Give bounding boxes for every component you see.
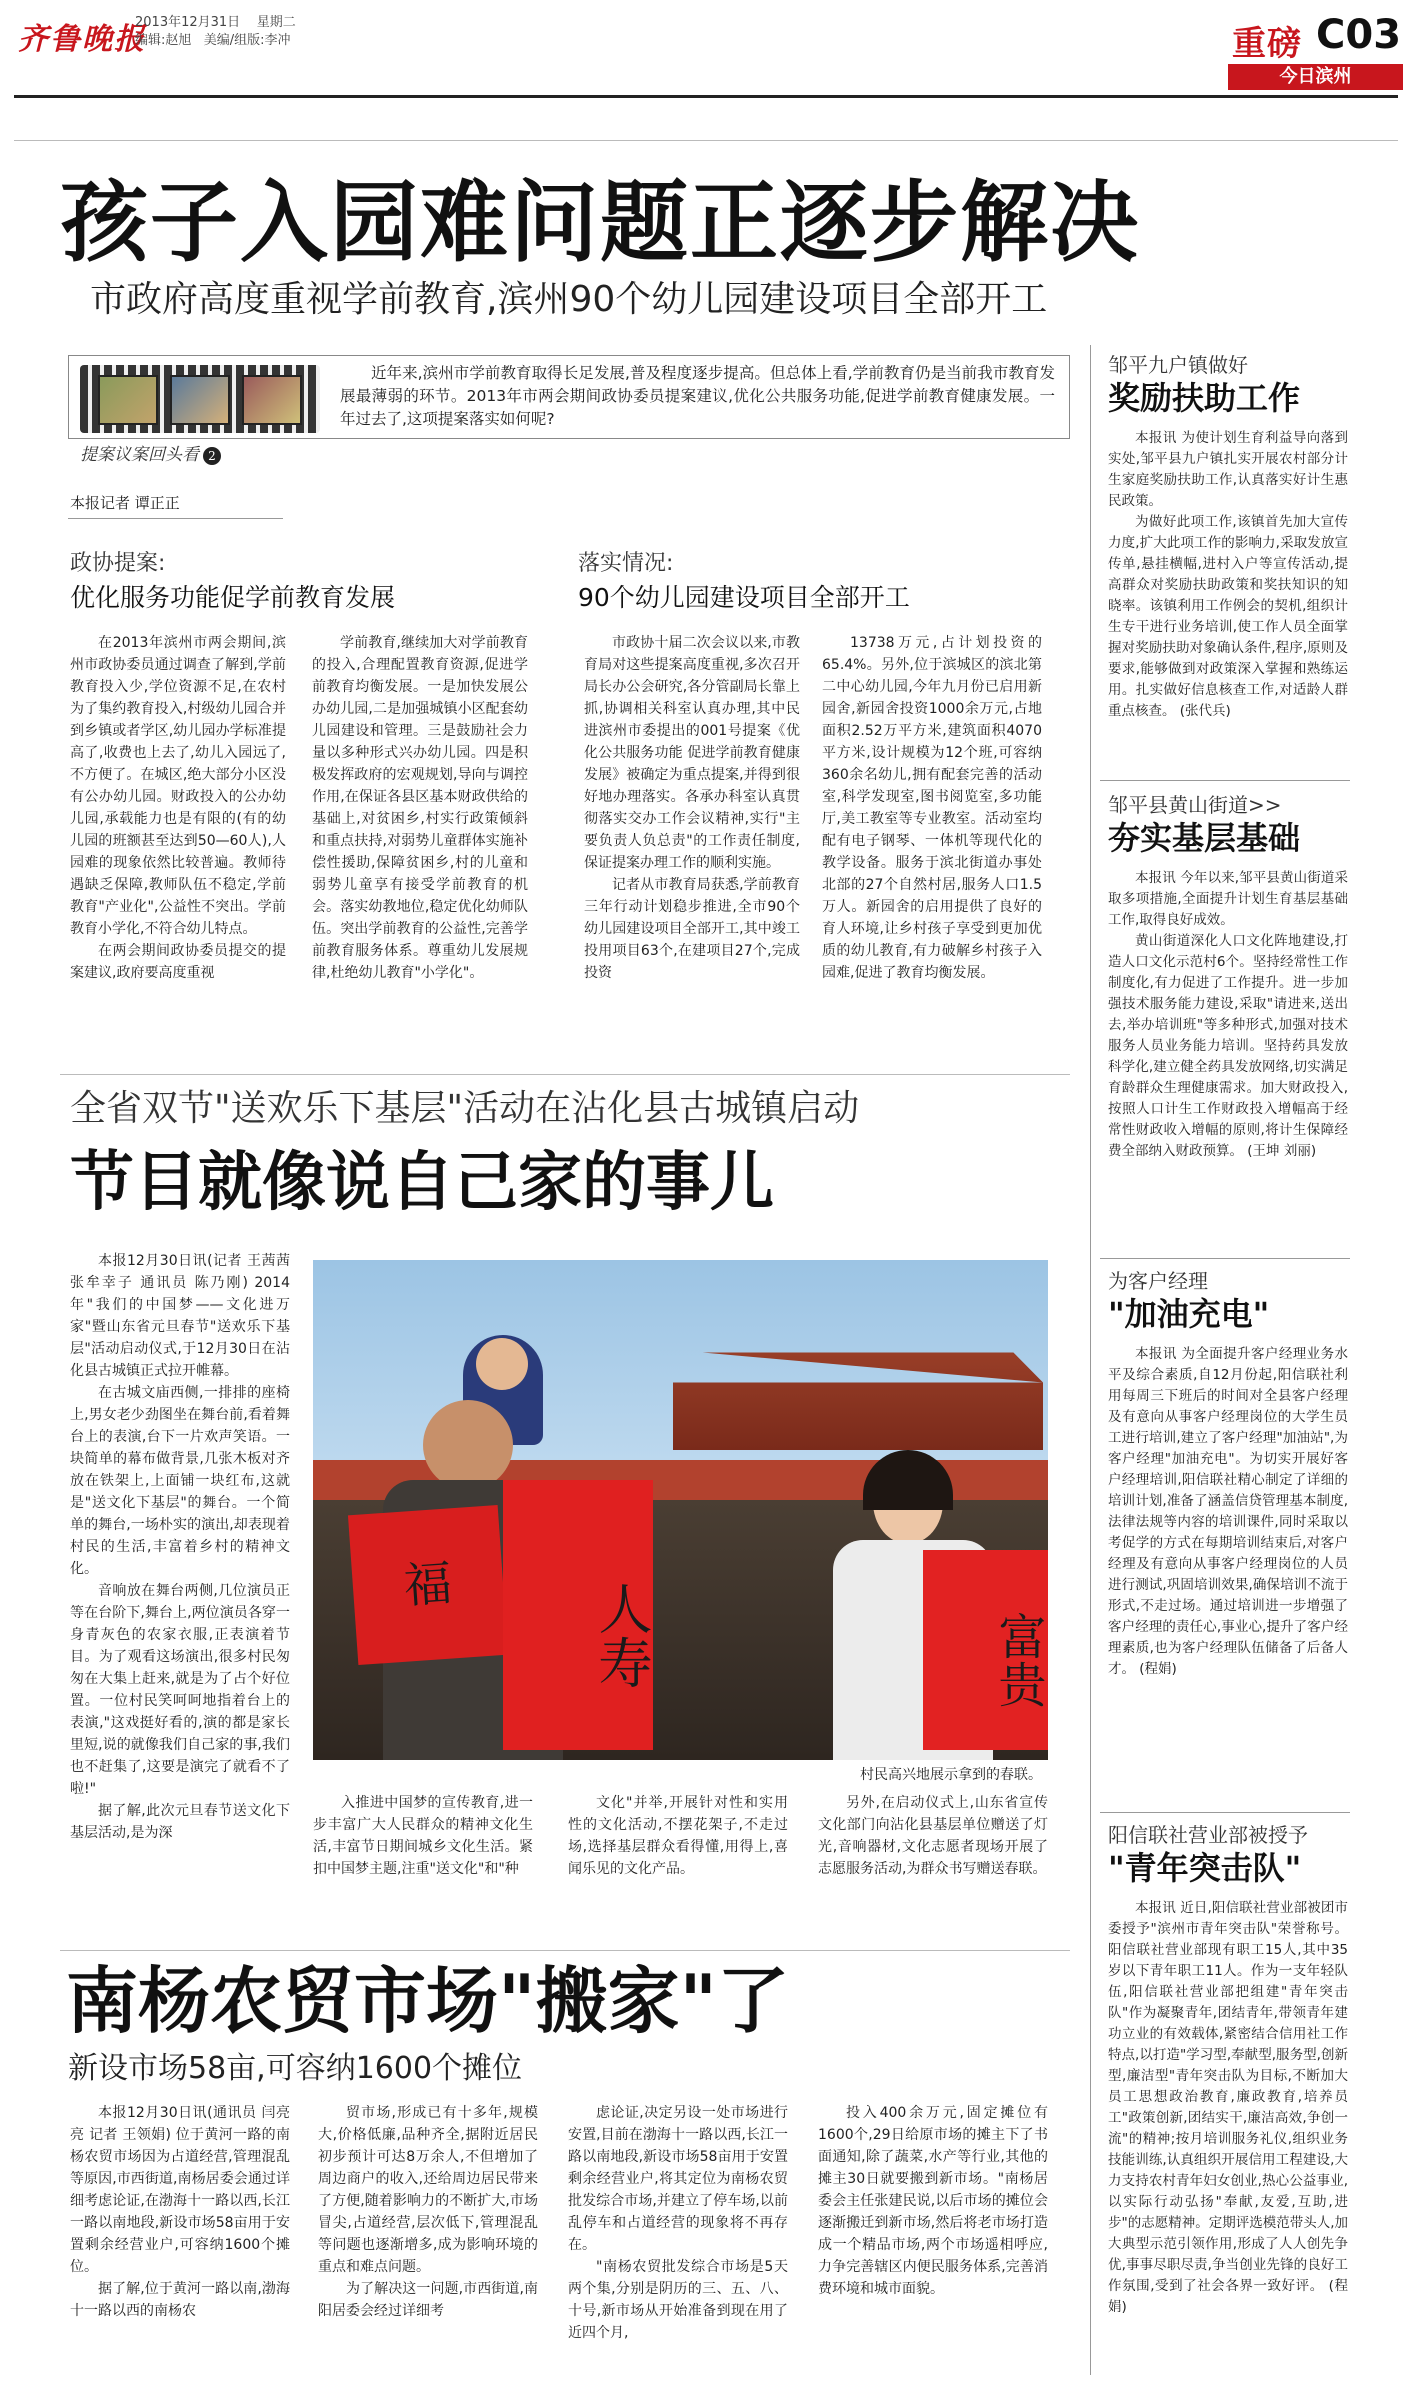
paragraph: 据了解,此次元旦春节送文化下基层活动,是为深: [70, 1803, 290, 1841]
sidebar-divider: [1090, 345, 1091, 2375]
sidebar-rule: [1100, 780, 1350, 781]
market-headline: 南杨农贸市场"搬家"了: [66, 1959, 790, 2043]
section2-label: 落实情况:: [578, 551, 674, 576]
sidebar-body: [1108, 428, 1348, 768]
byline-rule: [68, 518, 283, 519]
sidebar-body: [1108, 1898, 1348, 2378]
film-strip-graphic: [80, 365, 320, 433]
sidebar-kicker: 为客户经理: [1108, 1269, 1208, 1293]
section1-title: 优化服务功能促学前教育发展: [70, 583, 396, 612]
paragraph: 本报讯 近日,阳信联社营业部被团市委授予"滨州市青年突击队"荣誉称号。阳信联社营业部现有职工15人,其中35岁以下青年职工11人。作为一支年轻队伍,阳信联社营业部把组建"青年突击队"作为凝聚青年,团结青年,带领青年建功立业的有效载体,紧密结合信用社工作特点,以打造"学习型,奉献型,服务型,创新型,廉洁型"青年突击队为目标,不断加大员工思想政治教育,廉政教育,培养员工"政策创新,团结实干,廉洁高效,争创一流"的精神;按月培训服务礼仪,组织业务技能训练,认真组织开展信用工程建设,大力支持农村青年妇女创业,热心公益事业,以实际行动弘扬"奉献,友爱,互助,进步"的志愿精神。定期评选模范带头人,加大典型示范引领作用,形成了人人创先争优,事事尽职尽责,争当创业先锋的良好工作氛围,受到了社会各界一致好评。 (程娟): [1108, 1900, 1348, 2315]
paragraph: 在两会期间政协委员提交的提案建议,政府要高度重视: [70, 943, 286, 981]
paragraph: 本报12月30日讯(记者 王茜茜 张牟幸子 通讯员 陈乃刚) 2014年"我们的中国梦——文化进万家"暨山东省元旦春节"送欢乐下基层"活动启动仪式,于12月30日在沾化县古城镇正式拉开帷幕。: [70, 1253, 290, 1379]
sidebar-kicker: 邹平九户镇做好: [1108, 353, 1248, 377]
paragraph: 本报12月30日讯(通讯员 闫亮亮 记者 王领娟) 位于黄河一路的南杨农贸市场因为占道经营,管理混乱等原因,市西街道,南杨居委会通过详细考虑论证,在渤海十一路以西,长江一路以南地段,新设市场58亩用于安置剩余经营业户,可容纳1600个摊位。: [70, 2105, 290, 2275]
section1-label: 政协提案:: [70, 551, 166, 576]
series-badge: [80, 440, 221, 465]
film-frame: [242, 375, 302, 425]
culture-column-4: [818, 1792, 1048, 1942]
series-badge-text: 提案议案回头看: [80, 445, 199, 465]
paragraph: 入推进中国梦的宣传教育,进一步丰富广大人民群众的精神文化生活,丰富节日期间城乡文化生活。紧扣中国梦主题,注重"送文化"和"种: [313, 1795, 533, 1877]
paragraph: 贸市场,形成已有十多年,规模大,价格低廉,品种齐全,据附近居民初步预计可达8万余人,不但增加了周边商户的收入,还给周边居民带来了方便,随着影响力的不断扩大,市场冒尖,占道经营,层次低下,管理混乱等问题也逐渐增多,成为影响环境的重点和难点问题。: [318, 2105, 538, 2275]
market-column-2: [318, 2102, 538, 2378]
section-name: 重磅: [1232, 24, 1302, 64]
lead-headline: 孩子入园难问题正逐步解决: [60, 171, 1141, 274]
lead-bottom-rule: [60, 1074, 1070, 1075]
paragraph: 音响放在舞台两侧,几位演员正等在台阶下,舞台上,两位演员各穿一身青灰色的农家衣服,正表演着节目。为了观看这场演出,很多村民匆匆在大集上赶来,就是为了占个好位置。一位村民笑呵呵地指着台上的表演,"这戏挺好看的,演的都是家长里短,说的就像我们自己家的事,我们也不赶集了,这要是演完了就看不了啦!": [70, 1583, 290, 1797]
issue-weekday: 星期二: [256, 15, 296, 30]
photo-caption: 村民高兴地展示拿到的春联。: [860, 1767, 1042, 1783]
paragraph: 本报讯 为使计划生育利益导向落到实处,邹平县九户镇扎实开展农村部分计生家庭奖励扶助工作,认真落实好计生惠民政策。: [1108, 430, 1348, 509]
paragraph: 为做好此项工作,该镇首先加大宣传力度,扩大此项工作的影响力,采取发放宣传单,悬挂横幅,进村入户等宣传活动,提高群众对奖励扶助政策和奖扶知识的知晓率。该镇利用工作例会的契机,组织计生专干进行业务培训,使工作人员全面掌握对奖励扶助对象确认条件,程序,原则及要求,能够做到对政策深入掌握和熟练运用。扎实做好信息核查工作,对适龄人群重点核查。 (张代兵): [1108, 514, 1348, 719]
market-subhead: 新设市场58亩,可容纳1600个摊位: [68, 2051, 523, 2086]
lead-byline: 本报记者 谭正正: [70, 494, 180, 512]
culture-photo: [313, 1260, 1048, 1760]
paragraph: 另外,在启动仪式上,山东省宣传文化部门向沾化县基层单位赠送了灯光,音响器材,文化志愿者现场开展了志愿服务活动,为群众书写赠送春联。: [818, 1795, 1048, 1877]
sidebar-title: "加油充电": [1108, 1295, 1270, 1333]
sidebar-story-2: [1108, 792, 1348, 1218]
sidebar-title: 夯实基层基础: [1108, 819, 1301, 857]
couplet-red-paper: 福: [348, 1505, 508, 1665]
market-column-1: [70, 2102, 290, 2378]
couplet-red-paper: 人寿: [503, 1480, 653, 1750]
paragraph: 本报讯 为全面提升客户经理业务水平及综合素质,自12月份起,阳信联社利用每周三下班后的时间对全县客户经理及有意向从事客户经理岗位的大学生员工进行培训,建立了客户经理"加油站",为客户经理"加油充电"。为切实开展好客户经理培训,阳信联社精心制定了详细的培训计划,准备了涵盖信贷管理基本制度,法律法规等内容的培训课件,同时采取以考促学的方式在每期培训结束后,对客户经理及有意向从事客户经理岗位的人员进行测试,巩固培训效果,确保培训不流于形式,不走过场。通过培训进一步增强了客户经理的责任心,事业心,提升了客户经理素质,也为客户经理队伍储备了后备人才。 (程娟): [1108, 1346, 1348, 1677]
paragraph: 学前教育,继续加大对学前教育的投入,合理配置教育资源,促进学前教育均衡发展。一是加快发展公办幼儿园,二是加强城镇小区配套幼儿园建设和管理。三是鼓励社会力量以多种形式兴办幼儿园。四是积极发挥政府的宏观规划,导向与调控作用,在保证各县区基本财政供给的基础上,对贫困乡,村实行政策倾斜和重点扶持,对弱势儿童群体实施补偿性援助,保障贫困乡,村的儿童和弱势儿童享有接受学前教育的机会。落实幼教地位,稳定优化幼师队伍。突出学前教育的公益性,完善学前教育服务体系。尊重幼儿发展规律,杜绝幼儿教育"小学化"。: [312, 635, 528, 981]
paragraph: 记者从市教育局获悉,学前教育三年行动计划稳步推进,全市90个幼儿园建设项目全部开工,其中竣工投用项目63个,在建项目27个,完成投资: [584, 877, 800, 981]
culture-kicker: 全省双节"送欢乐下基层"活动在沾化县古城镇启动: [70, 1088, 860, 1129]
film-frame: [98, 375, 158, 425]
man-face: [423, 1400, 513, 1490]
culture-bottom-rule: [60, 1950, 1070, 1951]
paragraph: 13738万元,占计划投资的65.4%。另外,位于滨城区的滨北第二中心幼儿园,今年九月份已启用新园舍,新园舍投资1000余万元,占地面积2.52万平方米,建筑面积4070平方米,设计规模为12个班,可容纳360余名幼儿,拥有配套完善的活动室,科学发现室,图书阅览室,多功能厅,美工教室等专业教室。活动室均配有电子钢琴、一体机等现代化的教学设备。服务于滨北街道办事处北部的27个自然村居,服务人口1.5万人。新园舍的启用提供了良好的育人环境,让乡村孩子享受到更加优质的幼儿教育,有力破解乡村孩子入园难,促进了教育均衡发展。: [822, 635, 1042, 981]
sidebar-story-3: [1108, 1268, 1348, 1776]
paragraph: 据了解,位于黄河一路以南,渤海十一路以西的南杨农: [70, 2281, 290, 2319]
child-face: [476, 1338, 528, 1390]
woman-hair: [863, 1450, 953, 1510]
paragraph: 黄山街道深化人口文化阵地建设,打造人口文化示范村6个。坚持经常性工作制度化,有力促进了工作提升。进一步加强技术服务能力建设,采取"请进来,送出去,举办培训班"等多种形式,加强对技术服务人员业务能力培训。坚持药具发放科学化,建立健全药具发放网络,切实满足育龄群众生理健康需求。加大财政投入,按照人口计生工作财政投入增幅高于经常性财政收入增幅的原则,将计生保障经费全部纳入财政预算。 (王坤 刘丽): [1108, 933, 1348, 1159]
page-number: C03: [1316, 12, 1402, 58]
paragraph: 市政协十届二次会议以来,市教育局对这些提案高度重视,多次召开局长办公会研究,各分管副局长靠上抓,协调相关科室认真办理,其中民进滨州市委提出的001号提案《优化公共服务功能 促进学前教育健康发展》被确定为重点提案,并得到很好地办理落实。各承办科室认真贯彻落实交办工作会议精神,实行"主要负责人负总责"的工作责任制度,保证提案办理工作的顺利实施。: [584, 635, 800, 871]
designer-credit: 美编/组版:李冲: [203, 33, 291, 48]
issue-date: 2013年12月31日: [135, 15, 241, 30]
market-column-3: [568, 2102, 788, 2378]
edition-bar: 今日滨州: [1228, 64, 1403, 90]
sidebar-title: 奖励扶助工作: [1108, 379, 1301, 417]
sidebar-kicker: 邹平县黄山街道>>: [1108, 793, 1282, 817]
sidebar-body: [1108, 1344, 1348, 1776]
paragraph: 在古城文庙西侧,一排排的座椅上,男女老少劲图坐在舞台前,看着舞台上的表演,台下一片欢声笑语。一块简单的幕布做背景,几张木板对齐放在铁架上,上面铺一块红布,这就是"送文化下基层"的舞台。一个简单的舞台,一场朴实的演出,却表现着村民的生活,丰富着乡村的精神文化。: [70, 1385, 290, 1577]
couplet-red-paper: 富贵: [923, 1550, 1048, 1750]
sidebar-story-1: [1108, 352, 1348, 768]
series-number: 2: [203, 447, 221, 465]
lead-column-1: [70, 632, 286, 1052]
lead-column-3: [584, 632, 800, 1052]
sidebar-title: "青年突击队": [1108, 1849, 1302, 1887]
lead-column-4: [822, 632, 1042, 1052]
masthead-meta: [135, 14, 296, 50]
lead-subhead: 市政府高度重视学前教育,滨州90个幼儿园建设项目全部开工: [90, 279, 1048, 320]
culture-column-1: [70, 1250, 290, 1934]
paragraph: 本报讯 今年以来,邹平县黄山街道采取多项措施,全面提升计划生育基层基础工作,取得良好成效。: [1108, 870, 1348, 928]
lead-column-2: [312, 632, 528, 1052]
masthead-rule-thin: [14, 140, 1398, 141]
section2-title: 90个幼儿园建设项目全部开工: [578, 583, 910, 612]
paragraph: 为了解决这一问题,市西街道,南阳居委会经过详细考: [318, 2281, 538, 2319]
market-column-4: [818, 2102, 1048, 2378]
sidebar-rule: [1100, 1812, 1350, 1813]
editor-credit: 编辑:赵旭: [135, 33, 192, 48]
temple-roof: [673, 1300, 1043, 1450]
sidebar-story-4: [1108, 1822, 1348, 2378]
paragraph: 虑论证,决定另设一处市场进行安置,目前在渤海十一路以西,长江一路以南地段,新设市场58亩用于安置剩余经营业户,将其定位为南杨农贸批发综合市场,并建立了停车场,以前乱停车和占道经营的现象将不再存在。: [568, 2105, 788, 2253]
masthead-rule: [14, 95, 1398, 98]
lead-intro-text: 近年来,滨州市学前教育取得长足发展,普及程度逐步提高。但总体上看,学前教育仍是当前我市教育发展最薄弱的环节。2013年市两会期间政协委员提案建议,优化公共服务功能,促进学前教育健康发展。一年过去了,这项提案落实如何呢?: [340, 364, 1055, 428]
paragraph: 文化"并举,开展针对性和实用性的文化活动,不摆花架子,不走过场,选择基层群众看得懂,用得上,喜闻乐见的文化产品。: [568, 1795, 788, 1877]
culture-column-2: [313, 1792, 533, 1942]
paragraph: "南杨农贸批发综合市场是5天两个集,分别是阴历的三、五、八、十号,新市场从开始准备到现在用了近四个月,: [568, 2259, 788, 2341]
sidebar-kicker: 阳信联社营业部被授予: [1108, 1823, 1308, 1847]
sidebar-rule: [1100, 1258, 1350, 1259]
paper-logo: 齐鲁晚报: [18, 22, 146, 57]
sidebar-body: [1108, 868, 1348, 1218]
paragraph: 在2013年滨州市两会期间,滨州市政协委员通过调查了解到,学前教育投入少,学位资源不足,在农村为了集约教育投入,村级幼儿园合并到乡镇或者学区,幼儿园办学标准提高了,收费也上去了,幼儿入园远了,不方便了。在城区,绝大部分小区没有公办幼儿园。财政投入的公办幼儿园,承载能力也是有限的(有的幼儿园的班额甚至达到50—60人),人园难的现象依然比较普遍。教师待遇缺乏保障,教师队伍不稳定,学前教育"产业化",公益性不突出。学前教育小学化,不符合幼儿特点。: [70, 635, 286, 937]
paragraph: 投入400余万元,固定摊位有1600个,29日给原市场的摊主下了书面通知,除了蔬菜,水产等行业,其他的摊主30日就要搬到新市场。"南杨居委会主任张建民说,以后市场的摊位会逐渐搬迁到新市场,然后将老市场打造成一个精品市场,两个市场遥相呼应,力争完善辖区内便民服务体系,完善消费环境和城市面貌。: [818, 2105, 1048, 2297]
culture-column-3: [568, 1792, 788, 1942]
culture-headline: 节目就像说自己家的事儿: [70, 1146, 774, 1220]
film-frame: [170, 375, 230, 425]
